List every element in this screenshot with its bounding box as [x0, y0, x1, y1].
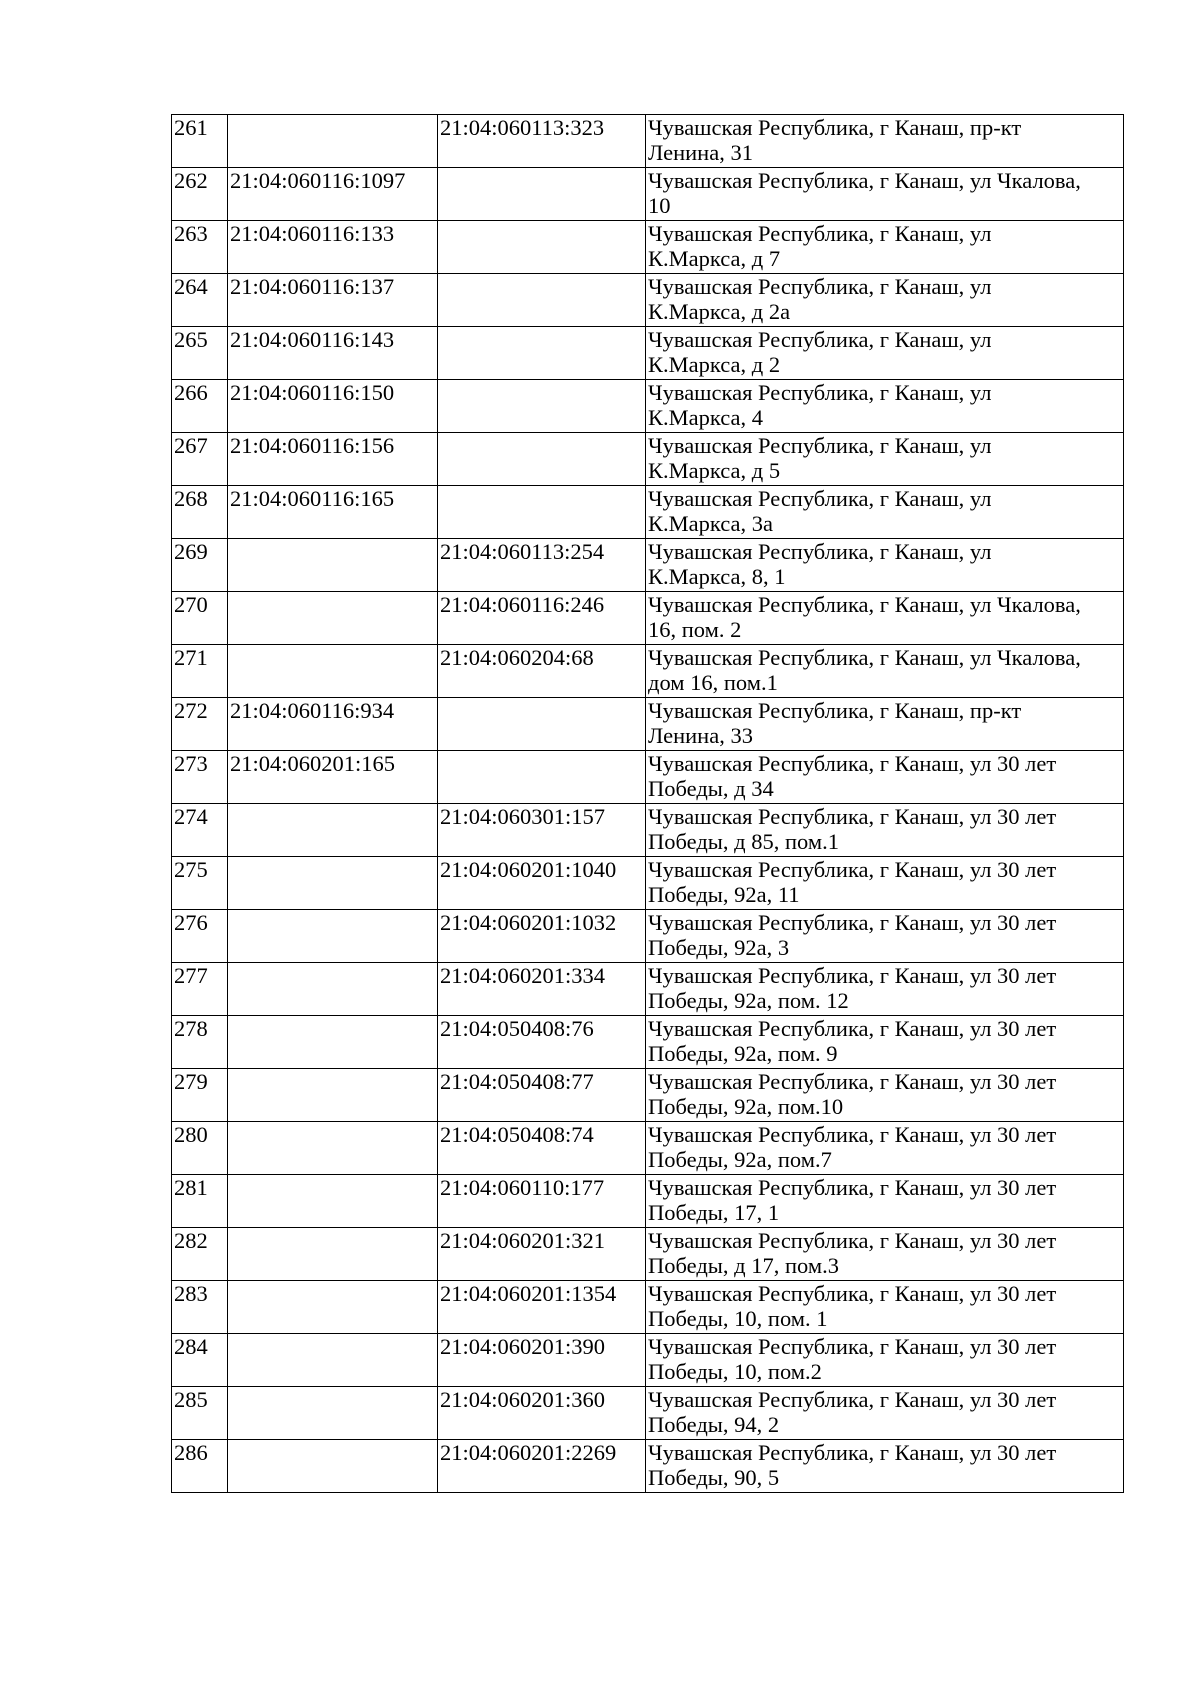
land-cadastral-number-cell — [228, 1281, 438, 1334]
address-cell: Чувашская Республика, г Канаш, ул 30 лет Победы, 94, 2 — [646, 1387, 1124, 1440]
address-cell: Чувашская Республика, г Канаш, пр-кт Ленина, 31 — [646, 115, 1124, 168]
row-number-cell: 279 — [172, 1069, 228, 1122]
building-cadastral-number-cell: 21:04:060201:2269 — [438, 1440, 646, 1493]
table-row — [172, 274, 1124, 327]
table-row — [172, 1228, 1124, 1281]
building-cadastral-number-cell — [438, 274, 646, 327]
address-cell: Чувашская Республика, г Канаш, ул К.Маркса, д 2 — [646, 327, 1124, 380]
building-cadastral-number-cell: 21:04:060201:1354 — [438, 1281, 646, 1334]
table-row — [172, 433, 1124, 486]
row-number-cell: 266 — [172, 380, 228, 433]
row-number-cell: 265 — [172, 327, 228, 380]
land-cadastral-number-cell — [228, 1334, 438, 1387]
table-row — [172, 1387, 1124, 1440]
table-row — [172, 327, 1124, 380]
table-row — [172, 1069, 1124, 1122]
land-cadastral-number-cell — [228, 804, 438, 857]
building-cadastral-number-cell: 21:04:060113:323 — [438, 115, 646, 168]
land-cadastral-number-cell — [228, 910, 438, 963]
address-cell: Чувашская Республика, г Канаш, ул Чкалова, дом 16, пом.1 — [646, 645, 1124, 698]
land-cadastral-number-cell: 21:04:060116:150 — [228, 380, 438, 433]
building-cadastral-number-cell: 21:04:060201:334 — [438, 963, 646, 1016]
row-number-cell: 273 — [172, 751, 228, 804]
row-number-cell: 284 — [172, 1334, 228, 1387]
land-cadastral-number-cell — [228, 1016, 438, 1069]
land-cadastral-number-cell — [228, 857, 438, 910]
address-cell: Чувашская Республика, г Канаш, ул К.Маркса, 3а — [646, 486, 1124, 539]
address-cell: Чувашская Республика, г Канаш, ул К.Маркса, д 7 — [646, 221, 1124, 274]
land-cadastral-number-cell: 21:04:060116:137 — [228, 274, 438, 327]
row-number-cell: 282 — [172, 1228, 228, 1281]
land-cadastral-number-cell — [228, 1175, 438, 1228]
land-cadastral-number-cell: 21:04:060201:165 — [228, 751, 438, 804]
row-number-cell: 274 — [172, 804, 228, 857]
table-row — [172, 645, 1124, 698]
address-cell: Чувашская Республика, г Канаш, ул 30 лет Победы, 92а, пом.7 — [646, 1122, 1124, 1175]
building-cadastral-number-cell: 21:04:060116:246 — [438, 592, 646, 645]
table-row — [172, 857, 1124, 910]
table-row — [172, 115, 1124, 168]
building-cadastral-number-cell — [438, 327, 646, 380]
address-cell: Чувашская Республика, г Канаш, ул Чкалова, 10 — [646, 168, 1124, 221]
address-cell: Чувашская Республика, г Канаш, пр-кт Ленина, 33 — [646, 698, 1124, 751]
land-cadastral-number-cell — [228, 963, 438, 1016]
address-cell: Чувашская Республика, г Канаш, ул 30 лет Победы, д 34 — [646, 751, 1124, 804]
land-cadastral-number-cell — [228, 592, 438, 645]
row-number-cell: 272 — [172, 698, 228, 751]
row-number-cell: 281 — [172, 1175, 228, 1228]
building-cadastral-number-cell: 21:04:060201:1040 — [438, 857, 646, 910]
building-cadastral-number-cell — [438, 486, 646, 539]
land-cadastral-number-cell: 21:04:060116:1097 — [228, 168, 438, 221]
address-cell: Чувашская Республика, г Канаш, ул 30 лет Победы, 10, пом. 1 — [646, 1281, 1124, 1334]
building-cadastral-number-cell: 21:04:060301:157 — [438, 804, 646, 857]
row-number-cell: 262 — [172, 168, 228, 221]
building-cadastral-number-cell: 21:04:060113:254 — [438, 539, 646, 592]
table-row — [172, 486, 1124, 539]
building-cadastral-number-cell: 21:04:060204:68 — [438, 645, 646, 698]
row-number-cell: 275 — [172, 857, 228, 910]
address-cell: Чувашская Республика, г Канаш, ул 30 лет Победы, д 17, пом.3 — [646, 1228, 1124, 1281]
address-cell: Чувашская Республика, г Канаш, ул 30 лет Победы, 90, 5 — [646, 1440, 1124, 1493]
land-cadastral-number-cell — [228, 1122, 438, 1175]
table-row — [172, 1175, 1124, 1228]
address-cell: Чувашская Республика, г Канаш, ул К.Маркса, 8, 1 — [646, 539, 1124, 592]
row-number-cell: 278 — [172, 1016, 228, 1069]
land-cadastral-number-cell — [228, 1387, 438, 1440]
address-cell: Чувашская Республика, г Канаш, ул 30 лет Победы, 92а, пом.10 — [646, 1069, 1124, 1122]
building-cadastral-number-cell — [438, 698, 646, 751]
address-cell: Чувашская Республика, г Канаш, ул К.Маркса, 4 — [646, 380, 1124, 433]
building-cadastral-number-cell — [438, 380, 646, 433]
table-row — [172, 168, 1124, 221]
land-cadastral-number-cell — [228, 645, 438, 698]
building-cadastral-number-cell — [438, 221, 646, 274]
land-cadastral-number-cell — [228, 539, 438, 592]
table-row — [172, 910, 1124, 963]
row-number-cell: 270 — [172, 592, 228, 645]
land-cadastral-number-cell: 21:04:060116:934 — [228, 698, 438, 751]
row-number-cell: 269 — [172, 539, 228, 592]
land-cadastral-number-cell — [228, 115, 438, 168]
land-cadastral-number-cell: 21:04:060116:133 — [228, 221, 438, 274]
land-cadastral-number-cell — [228, 1228, 438, 1281]
address-cell: Чувашская Республика, г Канаш, ул 30 лет Победы, 92а, 3 — [646, 910, 1124, 963]
row-number-cell: 277 — [172, 963, 228, 1016]
row-number-cell: 264 — [172, 274, 228, 327]
address-cell: Чувашская Республика, г Канаш, ул 30 лет Победы, 92а, пом. 9 — [646, 1016, 1124, 1069]
property-registry-table — [171, 114, 1124, 1493]
address-cell: Чувашская Республика, г Канаш, ул 30 лет Победы, 17, 1 — [646, 1175, 1124, 1228]
table-row — [172, 751, 1124, 804]
address-cell: Чувашская Республика, г Канаш, ул 30 лет Победы, 92а, 11 — [646, 857, 1124, 910]
row-number-cell: 261 — [172, 115, 228, 168]
row-number-cell: 271 — [172, 645, 228, 698]
address-cell: Чувашская Республика, г Канаш, ул Чкалова, 16, пом. 2 — [646, 592, 1124, 645]
table-row — [172, 1440, 1124, 1493]
land-cadastral-number-cell: 21:04:060116:143 — [228, 327, 438, 380]
building-cadastral-number-cell: 21:04:060201:390 — [438, 1334, 646, 1387]
table-row — [172, 1016, 1124, 1069]
land-cadastral-number-cell — [228, 1440, 438, 1493]
address-cell: Чувашская Республика, г Канаш, ул К.Маркса, д 2а — [646, 274, 1124, 327]
row-number-cell: 267 — [172, 433, 228, 486]
row-number-cell: 263 — [172, 221, 228, 274]
table-row — [172, 1281, 1124, 1334]
row-number-cell: 268 — [172, 486, 228, 539]
row-number-cell: 276 — [172, 910, 228, 963]
row-number-cell: 285 — [172, 1387, 228, 1440]
building-cadastral-number-cell: 21:04:060201:360 — [438, 1387, 646, 1440]
building-cadastral-number-cell — [438, 168, 646, 221]
building-cadastral-number-cell: 21:04:050408:76 — [438, 1016, 646, 1069]
row-number-cell: 286 — [172, 1440, 228, 1493]
land-cadastral-number-cell: 21:04:060116:165 — [228, 486, 438, 539]
address-cell: Чувашская Республика, г Канаш, ул 30 лет Победы, д 85, пом.1 — [646, 804, 1124, 857]
row-number-cell: 280 — [172, 1122, 228, 1175]
table-row — [172, 221, 1124, 274]
table-row — [172, 1122, 1124, 1175]
table-row — [172, 698, 1124, 751]
building-cadastral-number-cell — [438, 751, 646, 804]
table-row — [172, 592, 1124, 645]
building-cadastral-number-cell: 21:04:050408:77 — [438, 1069, 646, 1122]
row-number-cell: 283 — [172, 1281, 228, 1334]
land-cadastral-number-cell — [228, 1069, 438, 1122]
address-cell: Чувашская Республика, г Канаш, ул К.Маркса, д 5 — [646, 433, 1124, 486]
building-cadastral-number-cell: 21:04:060201:1032 — [438, 910, 646, 963]
address-cell: Чувашская Республика, г Канаш, ул 30 лет Победы, 10, пом.2 — [646, 1334, 1124, 1387]
table-row — [172, 1334, 1124, 1387]
address-cell: Чувашская Республика, г Канаш, ул 30 лет Победы, 92а, пом. 12 — [646, 963, 1124, 1016]
building-cadastral-number-cell: 21:04:050408:74 — [438, 1122, 646, 1175]
land-cadastral-number-cell: 21:04:060116:156 — [228, 433, 438, 486]
building-cadastral-number-cell: 21:04:060110:177 — [438, 1175, 646, 1228]
table-row — [172, 963, 1124, 1016]
table-body — [172, 115, 1124, 1493]
table-row — [172, 804, 1124, 857]
table-row — [172, 380, 1124, 433]
table-row — [172, 539, 1124, 592]
building-cadastral-number-cell — [438, 433, 646, 486]
building-cadastral-number-cell: 21:04:060201:321 — [438, 1228, 646, 1281]
